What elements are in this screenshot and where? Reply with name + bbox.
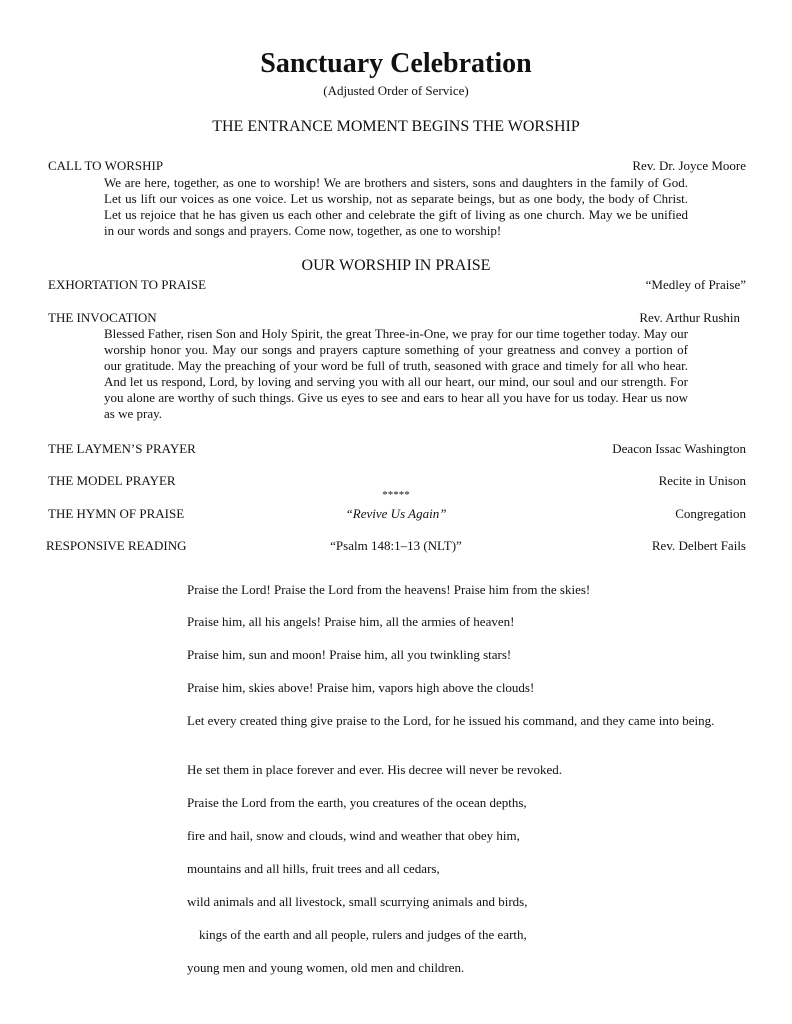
- model-prayer-label: THE MODEL PRAYER: [48, 473, 176, 488]
- hymn-leader: Congregation: [675, 506, 746, 521]
- verse: Let every created thing give praise to the Lord, for he issued his command, and they came into being.: [187, 713, 715, 728]
- laymen-prayer-leader: Deacon Issac Washington: [612, 441, 746, 456]
- verse: Praise him, skies above! Praise him, vapors high above the clouds!: [187, 680, 535, 695]
- laymen-prayer-label: THE LAYMEN’S PRAYER: [48, 441, 196, 456]
- call-to-worship-text: We are here, together, as one to worship! We are brothers and sisters, sons and daughters in the family of God. Let us lift our voices as one voice. Let us worship, not as separate beings, but as one body, the body of Christ. Let us rejoice that he has given us each other and celebrate the gift of living as one church. May we be unified in our words and songs and prayers. Come now, together, as one to worship!: [104, 175, 688, 238]
- verse: Praise the Lord from the earth, you creatures of the ocean depths,: [187, 795, 527, 810]
- call-to-worship-label: CALL TO WORSHIP: [48, 158, 164, 173]
- separator-asterisks: *****: [382, 489, 410, 501]
- responsive-reading-label: RESPONSIVE READING: [46, 538, 187, 553]
- page-subtitle: (Adjusted Order of Service): [323, 83, 469, 98]
- hymn-title: “Revive Us Again”: [345, 506, 447, 521]
- verse: fire and hail, snow and clouds, wind and weather that obey him,: [187, 828, 520, 843]
- verse: mountains and all hills, fruit trees and all cedars,: [187, 861, 440, 876]
- verse: Praise the Lord! Praise the Lord from the heavens! Praise him from the skies!: [187, 582, 591, 597]
- invocation-leader: Rev. Arthur Rushin: [639, 310, 740, 325]
- section-heading-worship: OUR WORSHIP IN PRAISE: [301, 257, 491, 274]
- invocation-label: THE INVOCATION: [48, 310, 157, 325]
- exhortation-label: EXHORTATION TO PRAISE: [48, 277, 207, 292]
- call-to-worship-leader: Rev. Dr. Joyce Moore: [632, 158, 746, 173]
- responsive-reading-leader: Rev. Delbert Fails: [651, 538, 746, 553]
- section-heading-entrance: THE ENTRANCE MOMENT BEGINS THE WORSHIP: [212, 118, 580, 135]
- page-title: Sanctuary Celebration: [260, 48, 532, 79]
- verse: kings of the earth and all people, rulers and judges of the earth,: [199, 927, 527, 942]
- exhortation-detail: “Medley of Praise”: [645, 277, 746, 292]
- verse: wild animals and all livestock, small scurrying animals and birds,: [187, 894, 528, 909]
- verse: Praise him, sun and moon! Praise him, all you twinkling stars!: [187, 647, 512, 662]
- hymn-label: THE HYMN OF PRAISE: [48, 506, 185, 521]
- verse: He set them in place forever and ever. His decree will never be revoked.: [187, 762, 563, 777]
- responsive-reading-passage: “Psalm 148:1–13 (NLT)”: [330, 538, 462, 553]
- invocation-text: Blessed Father, risen Son and Holy Spirit, the great Three-in-One, we pray for our time together today. May our worship honor you. May our songs and prayers capture something of your greatness and convey a portion of our gratitude. May the preaching of your word be full of truth, seasoned with grace and timely for all who hear. And let us respond, Lord, by loving and serving you with all our heart, our mind, our soul and our strength. For you alone are worthy of such things. Give us eyes to see and ears to hear all you have for us today. Hear us now as we pray.: [104, 326, 688, 421]
- verse: Praise him, all his angels! Praise him, all the armies of heaven!: [187, 614, 515, 629]
- verse: young men and young women, old men and children.: [187, 960, 465, 975]
- model-prayer-detail: Recite in Unison: [658, 473, 746, 488]
